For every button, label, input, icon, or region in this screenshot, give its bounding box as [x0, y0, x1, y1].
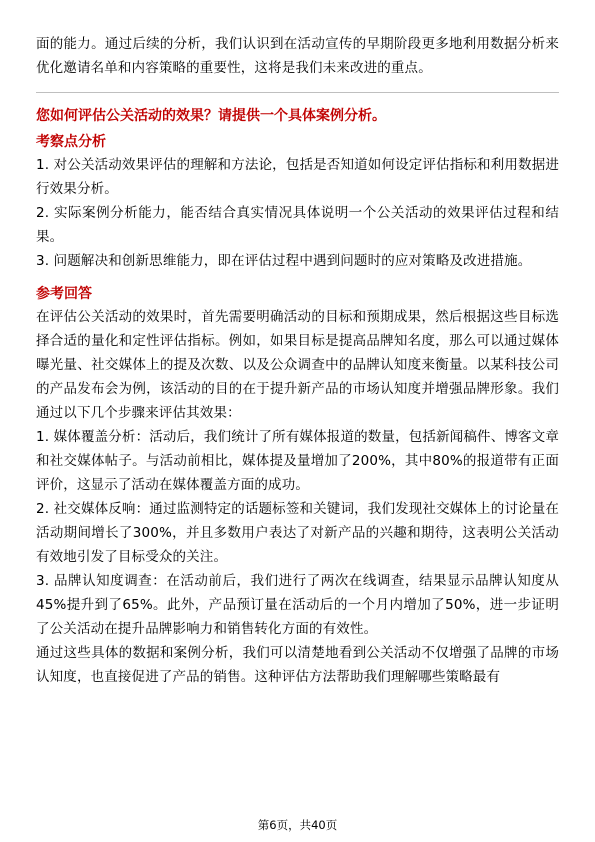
analysis-heading: 考察点分析 — [36, 134, 106, 150]
page-content — [36, 32, 559, 689]
section-divider — [36, 92, 559, 93]
intro-paragraph: 面的能力。通过后续的分析，我们认识到在活动宣传的早期阶段更多地利用数据分析来优化邀请名单和内容策略的重要性，这将是我们未来改进的重点。 — [36, 36, 559, 76]
analysis-point: 1. 对公关活动效果评估的理解和方法论，包括是否知道如何设定评估指标和利用数据进行效果分析。 — [36, 157, 559, 197]
analysis-point: 2. 实际案例分析能力，能否结合真实情况具体说明一个公关活动的效果评估过程和结果。 — [36, 205, 559, 245]
analysis-list — [36, 153, 559, 273]
answer-paragraph: 2. 社交媒体反响：通过监测特定的话题标签和关键词，我们发现社交媒体上的讨论量在活动期间增长了300%，并且多数用户表达了对新产品的兴趣和期待，这表明公关活动有效地引发了目标受众的关注。 — [36, 501, 559, 565]
answer-body — [36, 305, 559, 689]
question-heading: 您如何评估公关活动的效果？请提供一个具体案例分析。 — [36, 108, 386, 124]
answer-paragraph: 通过这些具体的数据和案例分析，我们可以清楚地看到公关活动不仅增强了品牌的市场认知度，也直接促进了产品的销售。这种评估方法帮助我们理解哪些策略最有 — [36, 645, 559, 685]
page-number: 第6页，共40页 — [257, 818, 338, 832]
answer-paragraph: 在评估公关活动的效果时，首先需要明确活动的目标和预期成果，然后根据这些目标选择合适的量化和定性评估指标。例如，如果目标是提高品牌知名度，那么可以通过媒体曝光量、社交媒体上的提及次数、以及公众调查中的品牌认知度来衡量。以某科技公司的产品发布会为例，该活动的目的在于提升新产品的市场认知度并增强品牌形象。我们通过以下几个步骤来评估其效果： — [36, 309, 559, 421]
answer-paragraph: 1. 媒体覆盖分析：活动后，我们统计了所有媒体报道的数量，包括新闻稿件、博客文章和社交媒体帖子。与活动前相比，媒体提及量增加了200%，其中80%的报道带有正面评价，这显示了活动在媒体覆盖方面的成功。 — [36, 429, 559, 493]
analysis-point: 3. 问题解决和创新思维能力，即在评估过程中遇到问题时的应对策略及改进措施。 — [36, 253, 532, 269]
answer-heading: 参考回答 — [36, 286, 92, 302]
answer-paragraph: 3. 品牌认知度调查：在活动前后，我们进行了两次在线调查，结果显示品牌认知度从45%提升到了65%。此外，产品预订量在活动后的一个月内增加了50%，进一步证明了公关活动在提升品牌影响力和销售转化方面的有效性。 — [36, 573, 559, 637]
